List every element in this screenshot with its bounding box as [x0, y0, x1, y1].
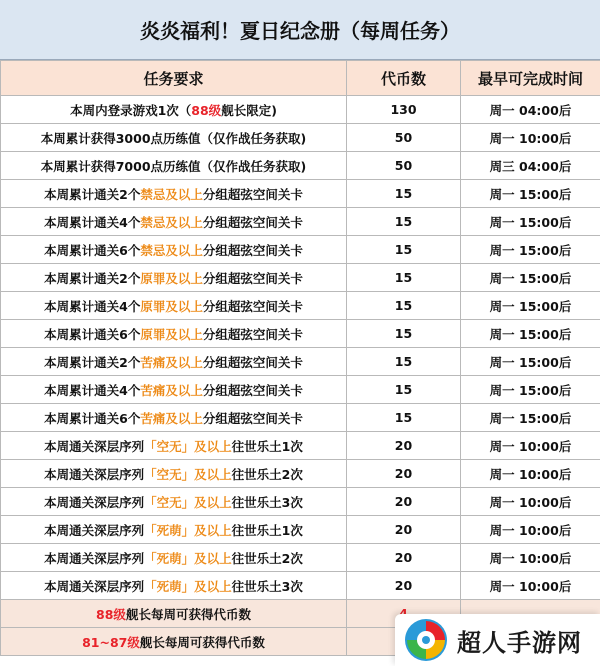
coins-cell: 15 — [347, 236, 461, 264]
task-text-pre: 本周累计通关2个 — [44, 186, 141, 202]
table-row — [1, 516, 600, 544]
task-text-pre: 本周累计通关2个 — [44, 270, 141, 286]
task-text-pre: 本周通关深层序列 — [44, 494, 145, 510]
time-cell: 周一 10:00后 — [461, 572, 600, 600]
table-row — [1, 292, 600, 320]
coins-cell: 50 — [347, 152, 461, 180]
task-text-pre: 本周累计通关4个 — [44, 382, 141, 398]
task-cell — [1, 320, 347, 348]
time-cell: 周一 15:00后 — [461, 264, 600, 292]
coins-cell: 15 — [347, 404, 461, 432]
table-row — [1, 544, 600, 572]
table-row — [1, 572, 600, 600]
time-cell: 周一 15:00后 — [461, 208, 600, 236]
header-time: 最早可完成时间 — [461, 61, 600, 96]
task-highlight: 苦痛及以上 — [140, 382, 203, 398]
summary-level: 88级 — [96, 606, 126, 622]
time-cell: 周一 10:00后 — [461, 124, 600, 152]
table-row — [1, 124, 600, 152]
task-text-post: 分组超弦空间关卡 — [202, 186, 303, 202]
coins-cell: 20 — [347, 516, 461, 544]
table-row — [1, 236, 600, 264]
header-task: 任务要求 — [1, 61, 347, 96]
coins-cell: 15 — [347, 180, 461, 208]
task-text-pre: 本周累计通关2个 — [44, 354, 141, 370]
coins-cell: 20 — [347, 488, 461, 516]
task-cell — [1, 96, 347, 124]
summary-text: 舰长每周可获得代币数 — [125, 606, 251, 622]
task-table — [0, 60, 600, 656]
summary-cell — [1, 600, 347, 628]
task-highlight: 禁忌及以上 — [140, 242, 203, 258]
time-cell: 周一 15:00后 — [461, 180, 600, 208]
task-text-post: 舰长限定) — [221, 102, 277, 118]
time-cell: 周一 15:00后 — [461, 320, 600, 348]
task-text-pre: 本周累计通关6个 — [44, 242, 141, 258]
time-cell: 周一 15:00后 — [461, 376, 600, 404]
time-cell: 周一 04:00后 — [461, 96, 600, 124]
time-cell: 周一 15:00后 — [461, 292, 600, 320]
task-text-pre: 本周内登录游戏1次（ — [70, 102, 192, 118]
task-text-post: 往世乐土3次 — [231, 578, 303, 594]
task-highlight: 原罪及以上 — [140, 270, 203, 286]
time-cell: 周一 10:00后 — [461, 516, 600, 544]
task-text-pre: 本周累计通关6个 — [44, 410, 141, 426]
task-text-post: 分组超弦空间关卡 — [202, 382, 303, 398]
task-table-body — [1, 96, 600, 656]
page-title: 炎炎福利！夏日纪念册（每周任务） — [0, 0, 600, 60]
task-text-pre: 本周累计获得3000点历练值（仅作战任务获取) — [40, 130, 307, 146]
time-cell: 周一 10:00后 — [461, 544, 600, 572]
task-cell — [1, 152, 347, 180]
summary-cell — [1, 628, 347, 656]
task-highlight: 「空无」及以上 — [144, 466, 232, 482]
table-row — [1, 264, 600, 292]
task-text-post: 往世乐土3次 — [231, 494, 303, 510]
task-text-pre: 本周通关深层序列 — [44, 550, 145, 566]
table-row — [1, 376, 600, 404]
table-row — [1, 208, 600, 236]
task-text-post: 分组超弦空间关卡 — [202, 214, 303, 230]
task-text-post: 往世乐土2次 — [231, 466, 303, 482]
task-text-post: 分组超弦空间关卡 — [202, 242, 303, 258]
task-text-pre: 本周累计通关6个 — [44, 326, 141, 342]
task-highlight: 禁忌及以上 — [140, 214, 203, 230]
table-row — [1, 320, 600, 348]
task-highlight: 「空无」及以上 — [144, 438, 232, 454]
table-row — [1, 432, 600, 460]
task-text-post: 分组超弦空间关卡 — [202, 298, 303, 314]
coins-cell: 15 — [347, 376, 461, 404]
coins-cell: 15 — [347, 208, 461, 236]
coins-cell: 20 — [347, 572, 461, 600]
task-text-post: 分组超弦空间关卡 — [202, 354, 303, 370]
task-cell — [1, 208, 347, 236]
task-cell — [1, 572, 347, 600]
time-cell: 周一 15:00后 — [461, 236, 600, 264]
task-cell — [1, 264, 347, 292]
time-cell: 周一 10:00后 — [461, 488, 600, 516]
task-text-pre: 本周累计获得7000点历练值（仅作战任务获取) — [40, 158, 307, 174]
coins-cell: 15 — [347, 348, 461, 376]
coins-cell: 130 — [347, 96, 461, 124]
site-logo-icon — [403, 617, 449, 663]
coins-cell: 20 — [347, 432, 461, 460]
task-cell — [1, 488, 347, 516]
task-text-pre: 本周通关深层序列 — [44, 522, 145, 538]
table-row — [1, 460, 600, 488]
task-text-post: 往世乐土2次 — [231, 550, 303, 566]
summary-level: 81~87级 — [82, 634, 140, 650]
task-text-post: 分组超弦空间关卡 — [202, 410, 303, 426]
time-cell: 周一 15:00后 — [461, 348, 600, 376]
watermark-text: 超人手游网 — [457, 628, 582, 657]
task-cell — [1, 180, 347, 208]
table-row — [1, 404, 600, 432]
task-text-post: 分组超弦空间关卡 — [202, 270, 303, 286]
task-text-pre: 本周通关深层序列 — [44, 438, 145, 454]
task-highlight: 「死萌」及以上 — [144, 522, 232, 538]
task-text-pre: 本周累计通关4个 — [44, 214, 141, 230]
task-highlight: 「死萌」及以上 — [144, 550, 232, 566]
time-cell: 周一 10:00后 — [461, 432, 600, 460]
coins-cell: 20 — [347, 544, 461, 572]
task-cell — [1, 292, 347, 320]
task-highlight: 原罪及以上 — [140, 298, 203, 314]
site-watermark — [395, 614, 600, 666]
table-row — [1, 348, 600, 376]
task-cell — [1, 544, 347, 572]
time-cell: 周一 10:00后 — [461, 460, 600, 488]
summary-text: 舰长每周可获得代币数 — [139, 634, 265, 650]
task-text-pre: 本周累计通关4个 — [44, 298, 141, 314]
task-cell — [1, 460, 347, 488]
header-coins: 代币数 — [347, 61, 461, 96]
table-row — [1, 180, 600, 208]
coins-cell: 20 — [347, 460, 461, 488]
task-highlight: 苦痛及以上 — [140, 354, 203, 370]
table-row — [1, 152, 600, 180]
task-highlight: 原罪及以上 — [140, 326, 203, 342]
task-text-pre: 本周通关深层序列 — [44, 578, 145, 594]
task-text-post: 往世乐土1次 — [231, 522, 303, 538]
task-highlight: 「死萌」及以上 — [144, 578, 232, 594]
task-text-post: 分组超弦空间关卡 — [202, 326, 303, 342]
coins-cell: 15 — [347, 320, 461, 348]
time-cell: 周一 15:00后 — [461, 404, 600, 432]
task-highlight: 苦痛及以上 — [140, 410, 203, 426]
task-text-pre: 本周通关深层序列 — [44, 466, 145, 482]
task-highlight: 「空无」及以上 — [144, 494, 232, 510]
task-highlight: 88级 — [191, 102, 222, 118]
coins-cell: 15 — [347, 292, 461, 320]
table-row — [1, 488, 600, 516]
task-text-post: 往世乐土1次 — [231, 438, 303, 454]
task-cell — [1, 236, 347, 264]
table-row — [1, 96, 600, 124]
coins-cell: 50 — [347, 124, 461, 152]
task-cell — [1, 376, 347, 404]
task-cell — [1, 404, 347, 432]
task-cell — [1, 516, 347, 544]
coins-cell: 15 — [347, 264, 461, 292]
task-cell — [1, 432, 347, 460]
task-cell — [1, 348, 347, 376]
time-cell: 周三 04:00后 — [461, 152, 600, 180]
table-header-row — [1, 61, 600, 96]
task-cell — [1, 124, 347, 152]
task-highlight: 禁忌及以上 — [140, 186, 203, 202]
